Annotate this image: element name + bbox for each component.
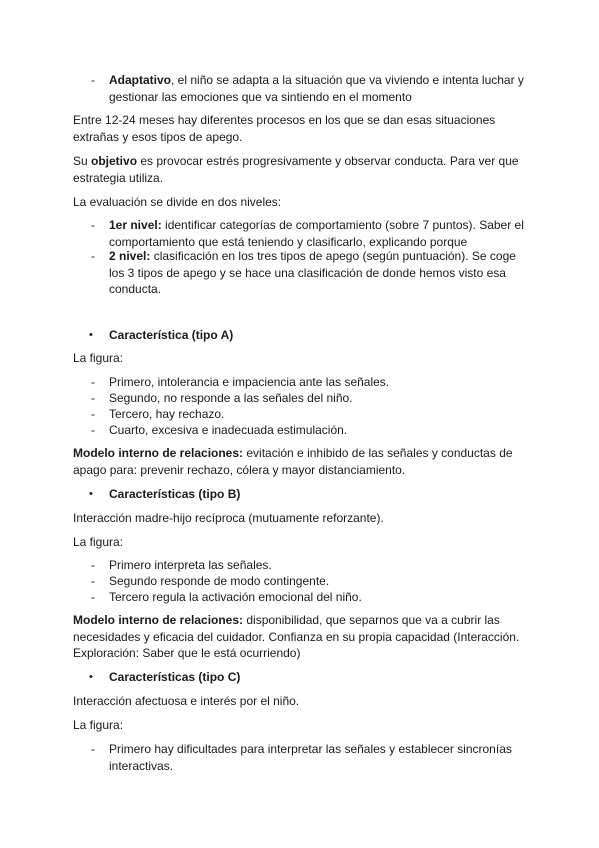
- list-item: Primero, intolerancia e impaciencia ante las señales.: [109, 375, 390, 389]
- list-dash: -: [91, 407, 95, 421]
- list-item-text: identificar categorías de comportamiento (sobre 7 puntos). Saber el comportamiento que está teniendo y clasificarlo, explicando porque: [109, 218, 524, 249]
- figura-label: La figura:: [73, 351, 124, 365]
- list-dash: -: [91, 375, 95, 389]
- term-bold: 1er nivel:: [109, 218, 162, 232]
- text-fragment: disponibilidad, que separnos que va a cubrir las necesidades y eficacia del cuidador. Confianza en su propia capacidad (Interacción. Exploración: Saber que le está ocurriendo): [73, 613, 520, 660]
- list-item-text: clasificación en los tres tipos de apego (según puntuación). Se coge los 3 tipos de apego y se hace una clasificación de donde hemos visto esa conducta.: [109, 249, 516, 296]
- list-item: Segundo responde de modo contingente.: [109, 574, 330, 588]
- list-item: Tercero, hay rechazo.: [109, 407, 225, 421]
- list-dash: -: [91, 73, 95, 87]
- term-bold: Modelo interno de relaciones:: [73, 613, 244, 627]
- bullet-icon: •: [89, 488, 93, 500]
- list-dash: -: [91, 391, 95, 405]
- text-fragment: es provocar estrés progresivamente y observar conducta. Para ver que estrategia utiliza.: [73, 154, 519, 185]
- list-item: Segundo, no responde a las señales del niño.: [109, 391, 353, 405]
- heading-text: Característica (tipo A): [109, 328, 234, 342]
- list-item-text: , el niño se adapta a la situación que va viviendo e intenta luchar y gestionar las emociones que va sintiendo en el momento: [109, 73, 524, 104]
- list-dash: -: [91, 590, 95, 604]
- term-bold: Adaptativo: [109, 73, 172, 87]
- list-item: Primero interpreta las señales.: [109, 558, 272, 572]
- list-item-adaptativo: [109, 72, 534, 105]
- heading-text: Características (tipo C): [109, 670, 241, 684]
- list-item-nivel-2: [109, 248, 534, 298]
- section-heading-tipo-c: [109, 669, 534, 686]
- paragraph-interaccion-b: Interacción madre-hijo recíproca (mutuamente reforzante).: [73, 511, 384, 525]
- list-dash: -: [91, 558, 95, 572]
- paragraph-modelo-b: [73, 612, 543, 662]
- term-bold: 2 nivel:: [109, 249, 151, 263]
- list-item-nivel-1: [109, 217, 534, 250]
- list-dash: -: [91, 249, 95, 263]
- list-dash: -: [91, 423, 95, 437]
- text-fragment: Su: [73, 154, 92, 168]
- list-dash: -: [91, 218, 95, 232]
- section-heading-tipo-b: [109, 486, 534, 503]
- paragraph-procesos: Entre 12-24 meses hay diferentes procesos en los que se dan esas situaciones extrañas y esos tipos de apego.: [73, 113, 496, 144]
- bullet-icon: •: [89, 671, 93, 683]
- list-item: Tercero regula la activación emocional del niño.: [109, 590, 362, 604]
- figura-label: La figura:: [73, 535, 124, 549]
- list-item: Primero hay dificultades para interpretar las señales y establecer sincronías interactivas.: [109, 742, 512, 773]
- text-fragment: evitación e inhibido de las señales y conductas de apago para: prevenir rechazo, cólera y mayor distanciamiento.: [73, 446, 513, 477]
- list-dash: -: [91, 742, 95, 756]
- list-item: Cuarto, excesiva e inadecuada estimulación.: [109, 423, 348, 437]
- paragraph-objetivo: [73, 153, 543, 186]
- heading-text: Características (tipo B): [109, 487, 241, 501]
- figura-label: La figura:: [73, 718, 124, 732]
- paragraph-modelo-a: [73, 445, 543, 478]
- term-bold: objetivo: [91, 154, 138, 168]
- section-heading-tipo-a: [109, 327, 534, 344]
- paragraph-evaluacion: La evaluación se divide en dos niveles:: [73, 195, 282, 209]
- paragraph-interaccion-c: Interacción afectuosa e interés por el niño.: [73, 694, 300, 708]
- bullet-icon: •: [89, 329, 93, 341]
- list-dash: -: [91, 574, 95, 588]
- term-bold: Modelo interno de relaciones:: [73, 446, 244, 460]
